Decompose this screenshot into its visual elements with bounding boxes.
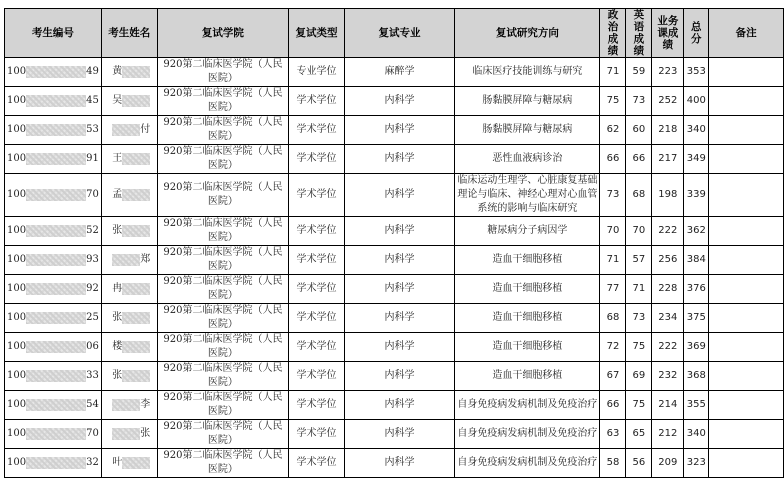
- exam-id-prefix: 100: [7, 124, 27, 135]
- note-cell: [709, 333, 784, 362]
- english-score-cell: 65: [626, 420, 652, 449]
- name-cell: [101, 275, 157, 304]
- header-exam-id: 考生编号: [5, 9, 102, 58]
- exam-id-cell: [5, 116, 102, 145]
- total-score-cell: 353: [684, 58, 709, 87]
- total-score-cell: 369: [684, 333, 709, 362]
- english-score-cell: 75: [626, 333, 652, 362]
- redaction-mosaic: [26, 225, 86, 237]
- name-cell: [101, 145, 157, 174]
- table-row: [5, 333, 784, 362]
- major-cell: 内科学: [344, 87, 454, 116]
- header-total: 总分: [684, 9, 709, 58]
- exam-id-cell: [5, 304, 102, 333]
- table-row: [5, 145, 784, 174]
- politics-score-cell: 63: [600, 420, 626, 449]
- direction-cell: 造血干细胞移植: [455, 275, 600, 304]
- college-cell: 920第二临床医学院（人民医院）: [157, 87, 288, 116]
- note-cell: [709, 145, 784, 174]
- english-score-cell: 59: [626, 58, 652, 87]
- table-row: [5, 217, 784, 246]
- direction-cell: 自身免疫病发病机制及免疫治疗: [455, 420, 600, 449]
- total-score-cell: 355: [684, 391, 709, 420]
- name-cell: [101, 87, 157, 116]
- college-cell: 920第二临床医学院（人民医院）: [157, 420, 288, 449]
- table-row: [5, 246, 784, 275]
- note-cell: [709, 362, 784, 391]
- name-suffix: 张: [140, 428, 151, 439]
- total-score-cell: 339: [684, 174, 709, 217]
- exam-id-cell: [5, 333, 102, 362]
- note-cell: [709, 304, 784, 333]
- redaction-mosaic: [122, 153, 150, 165]
- exam-id-suffix: 25: [86, 312, 99, 323]
- header-major: 复试专业: [344, 9, 454, 58]
- english-score-cell: 70: [626, 217, 652, 246]
- exam-id-suffix: 70: [86, 428, 99, 439]
- redaction-mosaic: [112, 399, 140, 411]
- college-cell: 920第二临床医学院（人民医院）: [157, 145, 288, 174]
- note-cell: [709, 87, 784, 116]
- name-cell: [101, 174, 157, 217]
- total-score-cell: 400: [684, 87, 709, 116]
- redaction-mosaic: [112, 124, 140, 136]
- total-score-cell: 368: [684, 362, 709, 391]
- total-score-cell: 384: [684, 246, 709, 275]
- header-college: 复试学院: [157, 9, 288, 58]
- table-row: [5, 304, 784, 333]
- college-cell: 920第二临床医学院（人民医院）: [157, 449, 288, 478]
- exam-id-cell: [5, 174, 102, 217]
- type-cell: 学术学位: [289, 87, 345, 116]
- exam-id-suffix: 45: [86, 95, 99, 106]
- exam-id-cell: [5, 246, 102, 275]
- name-suffix: 郑: [140, 254, 151, 265]
- total-score-cell: 362: [684, 217, 709, 246]
- course-score-cell: 214: [652, 391, 684, 420]
- exam-id-prefix: 100: [7, 254, 27, 265]
- type-cell: 学术学位: [289, 217, 345, 246]
- politics-score-cell: 71: [600, 246, 626, 275]
- note-cell: [709, 449, 784, 478]
- name-cell: [101, 333, 157, 362]
- redaction-mosaic: [26, 283, 86, 295]
- name-cell: [101, 217, 157, 246]
- note-cell: [709, 391, 784, 420]
- college-cell: 920第二临床医学院（人民医院）: [157, 174, 288, 217]
- english-score-cell: 68: [626, 174, 652, 217]
- name-prefix: 黄: [112, 66, 123, 77]
- course-score-cell: 256: [652, 246, 684, 275]
- direction-cell: 造血干细胞移植: [455, 304, 600, 333]
- name-cell: [101, 391, 157, 420]
- redaction-mosaic: [122, 95, 150, 107]
- note-cell: [709, 217, 784, 246]
- course-score-cell: 212: [652, 420, 684, 449]
- exam-id-prefix: 100: [7, 95, 27, 106]
- header-note: 备注: [709, 9, 784, 58]
- exam-id-prefix: 100: [7, 457, 27, 468]
- header-politics: 政治成绩: [600, 9, 626, 58]
- redaction-mosaic: [26, 189, 86, 201]
- direction-cell: 临床医疗技能训练与研究: [455, 58, 600, 87]
- exam-id-cell: [5, 362, 102, 391]
- type-cell: 学术学位: [289, 145, 345, 174]
- header-direction: 复试研究方向: [455, 9, 600, 58]
- course-score-cell: 223: [652, 58, 684, 87]
- course-score-cell: 217: [652, 145, 684, 174]
- direction-cell: 临床运动生理学、心脏康复基础理论与临床、神经心理对心血管系统的影响与临床研究: [455, 174, 600, 217]
- politics-score-cell: 71: [600, 58, 626, 87]
- total-score-cell: 375: [684, 304, 709, 333]
- table-row: [5, 391, 784, 420]
- exam-id-suffix: 70: [86, 189, 99, 200]
- direction-cell: 造血干细胞移植: [455, 246, 600, 275]
- college-cell: 920第二临床医学院（人民医院）: [157, 333, 288, 362]
- redaction-mosaic: [26, 254, 86, 266]
- direction-cell: 糖尿病分子病因学: [455, 217, 600, 246]
- table-row: [5, 58, 784, 87]
- exam-id-suffix: 06: [86, 341, 99, 352]
- name-cell: [101, 116, 157, 145]
- exam-id-prefix: 100: [7, 312, 27, 323]
- politics-score-cell: 66: [600, 391, 626, 420]
- redaction-mosaic: [26, 370, 86, 382]
- exam-id-suffix: 91: [86, 153, 99, 164]
- major-cell: 内科学: [344, 333, 454, 362]
- direction-cell: 造血干细胞移植: [455, 333, 600, 362]
- redaction-mosaic: [122, 283, 150, 295]
- redaction-mosaic: [26, 153, 86, 165]
- name-cell: [101, 246, 157, 275]
- college-cell: 920第二临床医学院（人民医院）: [157, 362, 288, 391]
- exam-id-cell: [5, 275, 102, 304]
- politics-score-cell: 77: [600, 275, 626, 304]
- major-cell: 内科学: [344, 116, 454, 145]
- exam-id-cell: [5, 217, 102, 246]
- politics-score-cell: 72: [600, 333, 626, 362]
- note-cell: [709, 174, 784, 217]
- redaction-mosaic: [26, 124, 86, 136]
- college-cell: 920第二临床医学院（人民医院）: [157, 116, 288, 145]
- exam-id-prefix: 100: [7, 225, 27, 236]
- exam-id-prefix: 100: [7, 283, 27, 294]
- score-table: [4, 8, 784, 478]
- politics-score-cell: 58: [600, 449, 626, 478]
- english-score-cell: 69: [626, 362, 652, 391]
- type-cell: 学术学位: [289, 174, 345, 217]
- major-cell: 内科学: [344, 420, 454, 449]
- table-row: [5, 449, 784, 478]
- major-cell: 内科学: [344, 449, 454, 478]
- exam-id-cell: [5, 449, 102, 478]
- total-score-cell: 376: [684, 275, 709, 304]
- english-score-cell: 66: [626, 145, 652, 174]
- politics-score-cell: 67: [600, 362, 626, 391]
- admission-score-table-container: [4, 8, 784, 478]
- exam-id-prefix: 100: [7, 153, 27, 164]
- name-cell: [101, 58, 157, 87]
- redaction-mosaic: [112, 428, 140, 440]
- type-cell: 学术学位: [289, 362, 345, 391]
- total-score-cell: 340: [684, 420, 709, 449]
- exam-id-prefix: 100: [7, 66, 27, 77]
- english-score-cell: 56: [626, 449, 652, 478]
- direction-cell: 肠黏膜屏障与糖尿病: [455, 116, 600, 145]
- table-row: [5, 174, 784, 217]
- table-row: [5, 116, 784, 145]
- header-type: 复试类型: [289, 9, 345, 58]
- direction-cell: 自身免疫病发病机制及免疫治疗: [455, 449, 600, 478]
- name-prefix: 张: [112, 370, 123, 381]
- exam-id-suffix: 33: [86, 370, 99, 381]
- college-cell: 920第二临床医学院（人民医院）: [157, 58, 288, 87]
- name-cell: [101, 420, 157, 449]
- major-cell: 内科学: [344, 145, 454, 174]
- major-cell: 内科学: [344, 217, 454, 246]
- type-cell: 学术学位: [289, 333, 345, 362]
- exam-id-prefix: 100: [7, 370, 27, 381]
- redaction-mosaic: [26, 341, 86, 353]
- direction-cell: 自身免疫病发病机制及免疫治疗: [455, 391, 600, 420]
- course-score-cell: 234: [652, 304, 684, 333]
- total-score-cell: 349: [684, 145, 709, 174]
- course-score-cell: 232: [652, 362, 684, 391]
- table-row: [5, 420, 784, 449]
- name-suffix: 李: [140, 399, 151, 410]
- type-cell: 学术学位: [289, 246, 345, 275]
- redaction-mosaic: [122, 457, 150, 469]
- name-prefix: 楼: [112, 341, 123, 352]
- redaction-mosaic: [26, 66, 86, 78]
- exam-id-prefix: 100: [7, 189, 27, 200]
- redaction-mosaic: [122, 312, 150, 324]
- name-prefix: 叶: [112, 457, 123, 468]
- major-cell: 麻醉学: [344, 58, 454, 87]
- type-cell: 学术学位: [289, 391, 345, 420]
- type-cell: 学术学位: [289, 449, 345, 478]
- name-prefix: 王: [112, 153, 123, 164]
- major-cell: 内科学: [344, 174, 454, 217]
- major-cell: 内科学: [344, 304, 454, 333]
- redaction-mosaic: [122, 66, 150, 78]
- exam-id-suffix: 49: [86, 66, 99, 77]
- course-score-cell: 252: [652, 87, 684, 116]
- table-row: [5, 362, 784, 391]
- english-score-cell: 71: [626, 275, 652, 304]
- total-score-cell: 340: [684, 116, 709, 145]
- type-cell: 学术学位: [289, 116, 345, 145]
- name-prefix: 吴: [112, 95, 123, 106]
- name-suffix: 付: [140, 124, 151, 135]
- header-name: 考生姓名: [101, 9, 157, 58]
- header-row: [5, 9, 784, 58]
- redaction-mosaic: [26, 457, 86, 469]
- note-cell: [709, 275, 784, 304]
- exam-id-suffix: 54: [86, 399, 99, 410]
- politics-score-cell: 66: [600, 145, 626, 174]
- note-cell: [709, 246, 784, 275]
- politics-score-cell: 70: [600, 217, 626, 246]
- note-cell: [709, 420, 784, 449]
- direction-cell: 恶性血液病诊治: [455, 145, 600, 174]
- exam-id-cell: [5, 87, 102, 116]
- college-cell: 920第二临床医学院（人民医院）: [157, 304, 288, 333]
- exam-id-prefix: 100: [7, 341, 27, 352]
- exam-id-cell: [5, 145, 102, 174]
- exam-id-cell: [5, 391, 102, 420]
- redaction-mosaic: [26, 428, 86, 440]
- exam-id-suffix: 32: [86, 457, 99, 468]
- name-prefix: 张: [112, 225, 123, 236]
- course-score-cell: 228: [652, 275, 684, 304]
- course-score-cell: 209: [652, 449, 684, 478]
- exam-id-prefix: 100: [7, 428, 27, 439]
- redaction-mosaic: [26, 399, 86, 411]
- major-cell: 内科学: [344, 246, 454, 275]
- header-course: 业务课成绩: [652, 9, 684, 58]
- table-row: [5, 87, 784, 116]
- college-cell: 920第二临床医学院（人民医院）: [157, 217, 288, 246]
- exam-id-suffix: 53: [86, 124, 99, 135]
- name-cell: [101, 304, 157, 333]
- type-cell: 专业学位: [289, 58, 345, 87]
- redaction-mosaic: [122, 189, 150, 201]
- english-score-cell: 60: [626, 116, 652, 145]
- exam-id-suffix: 92: [86, 283, 99, 294]
- english-score-cell: 73: [626, 304, 652, 333]
- exam-id-suffix: 93: [86, 254, 99, 265]
- note-cell: [709, 58, 784, 87]
- direction-cell: 造血干细胞移植: [455, 362, 600, 391]
- english-score-cell: 57: [626, 246, 652, 275]
- type-cell: 学术学位: [289, 304, 345, 333]
- course-score-cell: 222: [652, 217, 684, 246]
- header-english: 英语成绩: [626, 9, 652, 58]
- table-body: [5, 58, 784, 478]
- exam-id-cell: [5, 58, 102, 87]
- redaction-mosaic: [112, 254, 140, 266]
- name-prefix: 冉: [112, 283, 123, 294]
- name-cell: [101, 449, 157, 478]
- course-score-cell: 218: [652, 116, 684, 145]
- major-cell: 内科学: [344, 391, 454, 420]
- major-cell: 内科学: [344, 362, 454, 391]
- redaction-mosaic: [26, 95, 86, 107]
- politics-score-cell: 75: [600, 87, 626, 116]
- name-prefix: 孟: [112, 189, 123, 200]
- major-cell: 内科学: [344, 275, 454, 304]
- name-cell: [101, 362, 157, 391]
- english-score-cell: 75: [626, 391, 652, 420]
- redaction-mosaic: [122, 370, 150, 382]
- college-cell: 920第二临床医学院（人民医院）: [157, 391, 288, 420]
- politics-score-cell: 73: [600, 174, 626, 217]
- redaction-mosaic: [26, 312, 86, 324]
- course-score-cell: 198: [652, 174, 684, 217]
- college-cell: 920第二临床医学院（人民医院）: [157, 246, 288, 275]
- exam-id-cell: [5, 420, 102, 449]
- politics-score-cell: 68: [600, 304, 626, 333]
- course-score-cell: 222: [652, 333, 684, 362]
- total-score-cell: 323: [684, 449, 709, 478]
- english-score-cell: 73: [626, 87, 652, 116]
- note-cell: [709, 116, 784, 145]
- college-cell: 920第二临床医学院（人民医院）: [157, 275, 288, 304]
- exam-id-suffix: 52: [86, 225, 99, 236]
- direction-cell: 肠黏膜屏障与糖尿病: [455, 87, 600, 116]
- exam-id-prefix: 100: [7, 399, 27, 410]
- redaction-mosaic: [122, 225, 150, 237]
- name-prefix: 张: [112, 312, 123, 323]
- table-row: [5, 275, 784, 304]
- type-cell: 学术学位: [289, 275, 345, 304]
- politics-score-cell: 62: [600, 116, 626, 145]
- redaction-mosaic: [122, 341, 150, 353]
- type-cell: 学术学位: [289, 420, 345, 449]
